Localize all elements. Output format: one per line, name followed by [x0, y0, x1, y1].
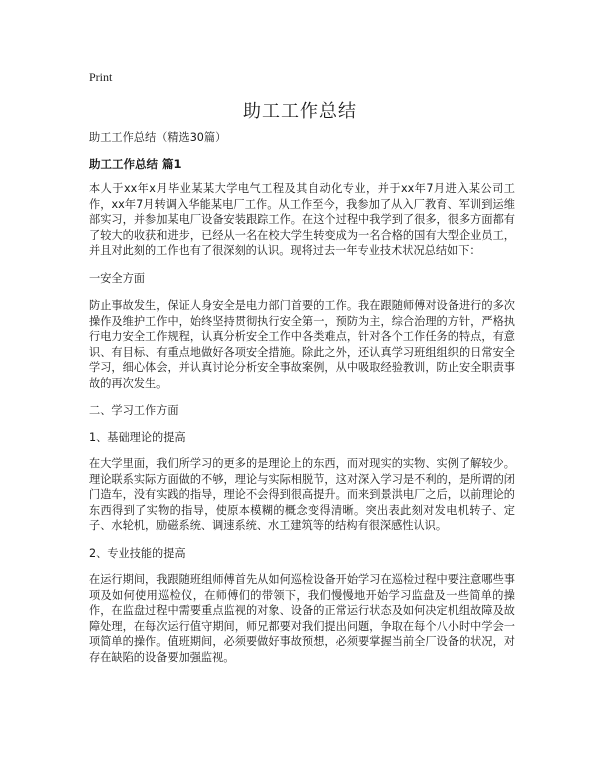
safety-paragraph: 防止事故发生，保证人身安全是电力部门首要的工作。我在跟随师傅对设备进行的多次操作及维护工作中，始终坚持贯彻执行安全第一，预防为主，综合治理的方针，严格执行电力安全工作规程，认真分析安全工作中各类难点，针对各个工作任务的特点，有意识、有目标、有重点地做好各项安全措施。除此之外，还认真学习班组组织的日常安全学习，细心体会，并认真讨论分析安全事故案例，从中吸取经验教训，防止安全职责事故的再次发生。 — [89, 299, 515, 390]
heading-skills: 2、专业技能的提高 — [89, 546, 186, 560]
document-body — [89, 130, 515, 665]
page-title: 助工工作总结 — [243, 101, 357, 122]
intro-paragraph: 本人于xx年x月毕业某某大学电气工程及其自动化专业，并于xx年7月进入某公司工作，xx年7月转调入华能某电厂工作。从工作至今，我参加了从入厂教育、军训到运维部实习，并参加某电厂设备安装跟踪工作。在这个过程中我学到了很多，很多方面都有了较大的收获和进步，已经从一名在校大学生转变成为一名合格的国有大型企业员工，并且对此刻的工作也有了很深刻的认识。现将过去一年专业技术状况总结如下： — [89, 182, 515, 257]
theory-paragraph: 在大学里面，我们所学习的更多的是理论上的东西，而对现实的实物、实例了解较少。理论联系实际方面做的不够，理论与实际相脱节，这对深入学习是不利的，是所谓的闭门造车，没有实践的指导，理论不会得到很高提升。而来到景洪电厂之后，以前理论的东西得到了实物的指导，使原本模糊的概念变得清晰。突出表此刻对发电机转子、定子、水轮机，励磁系统、调速系统、水工建筑等的结构有很深感性认识。 — [89, 457, 515, 532]
section-title: 助工工作总结 篇1 — [89, 156, 182, 171]
document-subtitle: 助工工作总结（精选30篇） — [89, 131, 227, 144]
skills-paragraph: 在运行期间，我跟随班组师傅首先从如何巡检设备开始学习在巡检过程中要注意哪些事项及如何使用巡检仪，在师傅们的带领下，我们慢慢地开始学习监盘及一些简单的操作，在监盘过程中需要重点监视的对象、设备的正常运行状态及如何决定机组故障及故障处理，在每次运行值守期间，师兄都要对我们提出问题，争取在每个八小时中学会一项简单的操作。值班期间，必须要做好事故预想，必须要掌握当前全厂设备的状况，对存在缺陷的设备要加强监视。 — [89, 573, 515, 664]
heading-theory: 1、基础理论的提高 — [89, 430, 186, 444]
heading-safety: 一安全方面 — [89, 271, 145, 285]
print-link[interactable]: Print — [89, 70, 113, 84]
heading-study-work: 二、学习工作方面 — [89, 404, 179, 417]
